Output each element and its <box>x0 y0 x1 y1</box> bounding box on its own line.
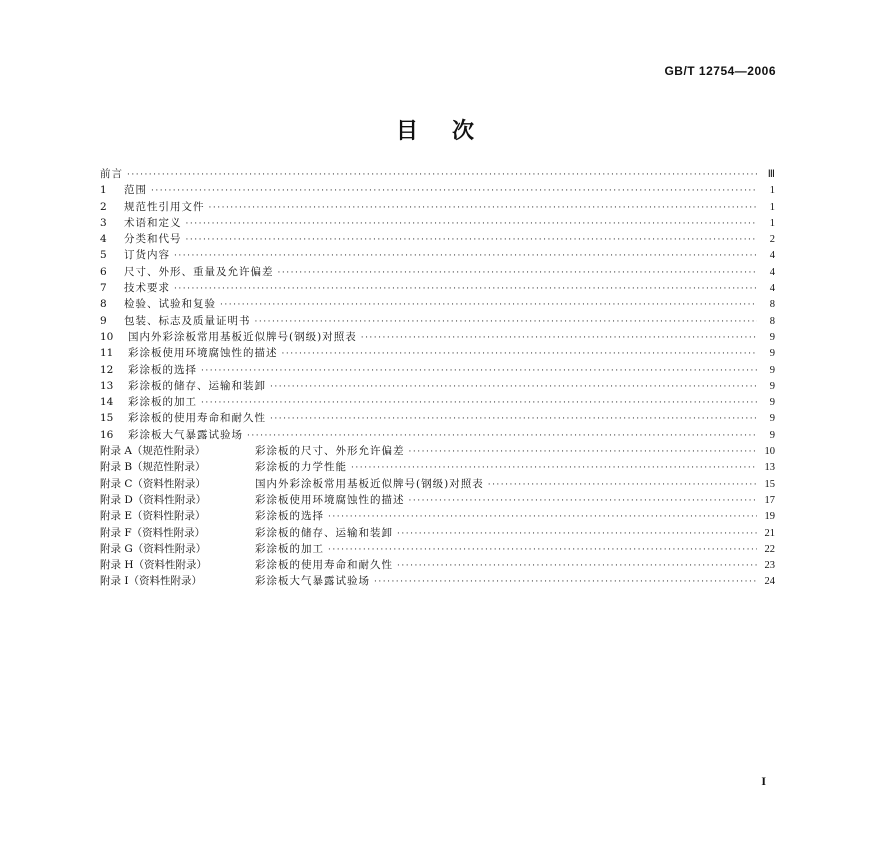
toc-entry[interactable] <box>100 345 775 361</box>
toc-entry[interactable] <box>100 231 775 247</box>
toc-entry-title: 分类和代号 <box>124 233 182 246</box>
toc-entry-title: 尺寸、外形、重量及允许偏差 <box>124 265 274 278</box>
toc-page-number: 9 <box>769 364 775 376</box>
toc-section-number: 16 <box>100 428 114 441</box>
toc-entry-title: 彩涂板的选择 <box>128 363 197 376</box>
toc-annex-label: 附录 C（资料性附录） <box>100 477 206 490</box>
toc-section-number: 13 <box>100 379 114 392</box>
toc-dot-leader <box>351 460 757 476</box>
toc-dot-leader <box>270 379 757 395</box>
toc-dot-leader <box>397 526 757 542</box>
toc-dot-leader <box>409 444 758 460</box>
toc-entry-title: 彩涂板的选择 <box>255 510 324 523</box>
toc-section-number: 3 <box>100 216 107 229</box>
toc-entry-title: 技术要求 <box>124 282 170 295</box>
toc-entry[interactable] <box>100 573 775 589</box>
toc-entry[interactable] <box>100 296 775 312</box>
toc-dot-leader <box>374 574 757 590</box>
toc-page-number: 9 <box>769 413 775 425</box>
toc-dot-leader <box>127 167 757 183</box>
toc-dot-leader <box>409 493 758 509</box>
toc-entry-title: 规范性引用文件 <box>124 200 205 213</box>
toc-section-number: 8 <box>100 298 107 311</box>
toc-dot-leader <box>186 216 758 232</box>
toc-section-number: 6 <box>100 265 107 278</box>
toc-entry-title: 彩涂板的使用寿命和耐久性 <box>128 412 266 425</box>
toc-entry[interactable] <box>100 394 775 410</box>
toc-page-number: 10 <box>764 446 775 458</box>
toc-dot-leader <box>174 281 757 297</box>
toc-dot-leader <box>220 297 757 313</box>
toc-entry[interactable] <box>100 247 775 263</box>
toc-page-number: 1 <box>769 185 775 197</box>
toc-entry-title: 彩涂板的加工 <box>255 542 324 555</box>
toc-entry[interactable] <box>100 476 775 492</box>
toc-section-number: 10 <box>100 330 114 343</box>
toc-entry-title: 术语和定义 <box>124 216 182 229</box>
toc-entry-title: 国内外彩涂板常用基板近似牌号(钢级)对照表 <box>255 477 484 490</box>
toc-entry-title: 彩涂板的加工 <box>128 396 197 409</box>
toc-dot-leader <box>397 558 757 574</box>
toc-dot-leader <box>278 265 758 281</box>
toc-dot-leader <box>201 363 757 379</box>
toc-entry-title: 国内外彩涂板常用基板近似牌号(钢级)对照表 <box>128 330 357 343</box>
toc-entry[interactable] <box>100 264 775 280</box>
toc-page-number: 23 <box>764 560 775 572</box>
toc-section-number: 14 <box>100 396 114 409</box>
toc-section-number: 2 <box>100 200 107 213</box>
toc-entry[interactable] <box>100 525 775 541</box>
toc-entry[interactable] <box>100 541 775 557</box>
toc-page-number: 19 <box>764 511 775 523</box>
page-number: I <box>761 774 766 788</box>
toc-entry[interactable] <box>100 166 775 182</box>
toc-page-number: 9 <box>769 380 775 392</box>
toc-dot-leader <box>186 232 758 248</box>
toc-entry-title: 彩涂板的储存、运输和装卸 <box>255 526 393 539</box>
toc-entry-title: 订货内容 <box>124 249 170 262</box>
toc-annex-label: 附录 F（资料性附录） <box>100 526 206 539</box>
toc-section-number: 1 <box>100 184 107 197</box>
toc-section-number: 15 <box>100 412 114 425</box>
toc-section-number: 12 <box>100 363 114 376</box>
toc-page-number: Ⅲ <box>767 169 775 180</box>
toc-entry[interactable] <box>100 313 775 329</box>
toc-annex-label: 附录 A（规范性附录） <box>100 445 206 458</box>
toc-page-number: 4 <box>769 250 775 262</box>
toc-entry-title: 检验、试验和复验 <box>124 298 216 311</box>
toc-entry[interactable] <box>100 427 775 443</box>
toc-entry-title: 彩涂板的力学性能 <box>255 461 347 474</box>
toc-entry[interactable] <box>100 508 775 524</box>
toc-dot-leader <box>255 314 758 330</box>
toc-title: 目次 <box>395 119 508 144</box>
toc-page-number: 1 <box>769 201 775 213</box>
toc-dot-leader <box>328 542 757 558</box>
toc-annex-label: 附录 E（资料性附录） <box>100 510 206 523</box>
toc-entry[interactable] <box>100 329 775 345</box>
toc-entry[interactable] <box>100 410 775 426</box>
toc-entry-title: 彩涂板的使用寿命和耐久性 <box>255 559 393 572</box>
toc-page-number: 8 <box>769 299 775 311</box>
toc-page-number: 17 <box>764 494 775 506</box>
toc-dot-leader <box>270 411 757 427</box>
toc-page-number: 4 <box>769 266 775 278</box>
toc-dot-leader <box>201 395 757 411</box>
toc-entry[interactable] <box>100 378 775 394</box>
toc-entry[interactable] <box>100 182 775 198</box>
document-code: GB/T 12754—2006 <box>664 64 776 78</box>
toc-annex-label: 附录 D（资料性附录） <box>100 493 207 506</box>
toc-page-number: 9 <box>769 348 775 360</box>
toc-entry[interactable] <box>100 199 775 215</box>
toc-page-number: 2 <box>769 234 775 246</box>
toc-dot-leader <box>247 428 757 444</box>
toc-entry[interactable] <box>100 492 775 508</box>
toc-entry-title: 彩涂板的储存、运输和装卸 <box>128 379 266 392</box>
toc-section-number: 11 <box>100 347 114 360</box>
toc-annex-label: 附录 G（资料性附录） <box>100 542 207 555</box>
toc-entry[interactable] <box>100 459 775 475</box>
toc-section-number: 4 <box>100 233 107 246</box>
toc-entry-title: 彩涂板使用环境腐蚀性的描述 <box>255 493 405 506</box>
toc-page-number: 1 <box>769 217 775 229</box>
toc-annex-label: 附录 I（资料性附录） <box>100 575 202 588</box>
toc-page-number: 22 <box>764 543 775 555</box>
toc-annex-label: 附录 H（资料性附录） <box>100 559 207 572</box>
toc-entry[interactable] <box>100 362 775 378</box>
toc-entry-title: 包装、标志及质量证明书 <box>124 314 251 327</box>
toc-dot-leader <box>174 248 757 264</box>
table-of-contents <box>100 166 775 590</box>
toc-page-number: 9 <box>769 331 775 343</box>
toc-dot-leader <box>151 183 757 199</box>
toc-entry-title: 范围 <box>124 184 147 197</box>
toc-entry[interactable] <box>100 280 775 296</box>
toc-page-number: 15 <box>764 478 775 490</box>
toc-entry-title: 前言 <box>100 168 123 180</box>
toc-page-number: 21 <box>764 527 775 539</box>
toc-page-number: 9 <box>769 397 775 409</box>
toc-dot-leader <box>282 346 758 362</box>
toc-entry-title: 彩涂板大气暴露试验场 <box>128 428 243 441</box>
toc-page-number: 8 <box>769 315 775 327</box>
toc-dot-leader <box>488 477 757 493</box>
toc-dot-leader <box>361 330 757 346</box>
toc-dot-leader <box>328 509 757 525</box>
toc-page-number: 9 <box>769 429 775 441</box>
toc-section-number: 5 <box>100 249 107 262</box>
toc-entry[interactable] <box>100 443 775 459</box>
toc-page-number: 24 <box>764 576 775 588</box>
toc-entry-title: 彩涂板使用环境腐蚀性的描述 <box>128 347 278 360</box>
toc-entry[interactable] <box>100 215 775 231</box>
toc-entry-title: 彩涂板大气暴露试验场 <box>255 575 370 588</box>
toc-page-number: 13 <box>764 462 775 474</box>
toc-dot-leader <box>209 200 758 216</box>
toc-entry[interactable] <box>100 557 775 573</box>
toc-section-number: 9 <box>100 314 107 327</box>
toc-page-number: 4 <box>769 283 775 295</box>
toc-annex-label: 附录 B（规范性附录） <box>100 461 206 474</box>
toc-section-number: 7 <box>100 282 107 295</box>
toc-entry-title: 彩涂板的尺寸、外形允许偏差 <box>255 445 405 458</box>
